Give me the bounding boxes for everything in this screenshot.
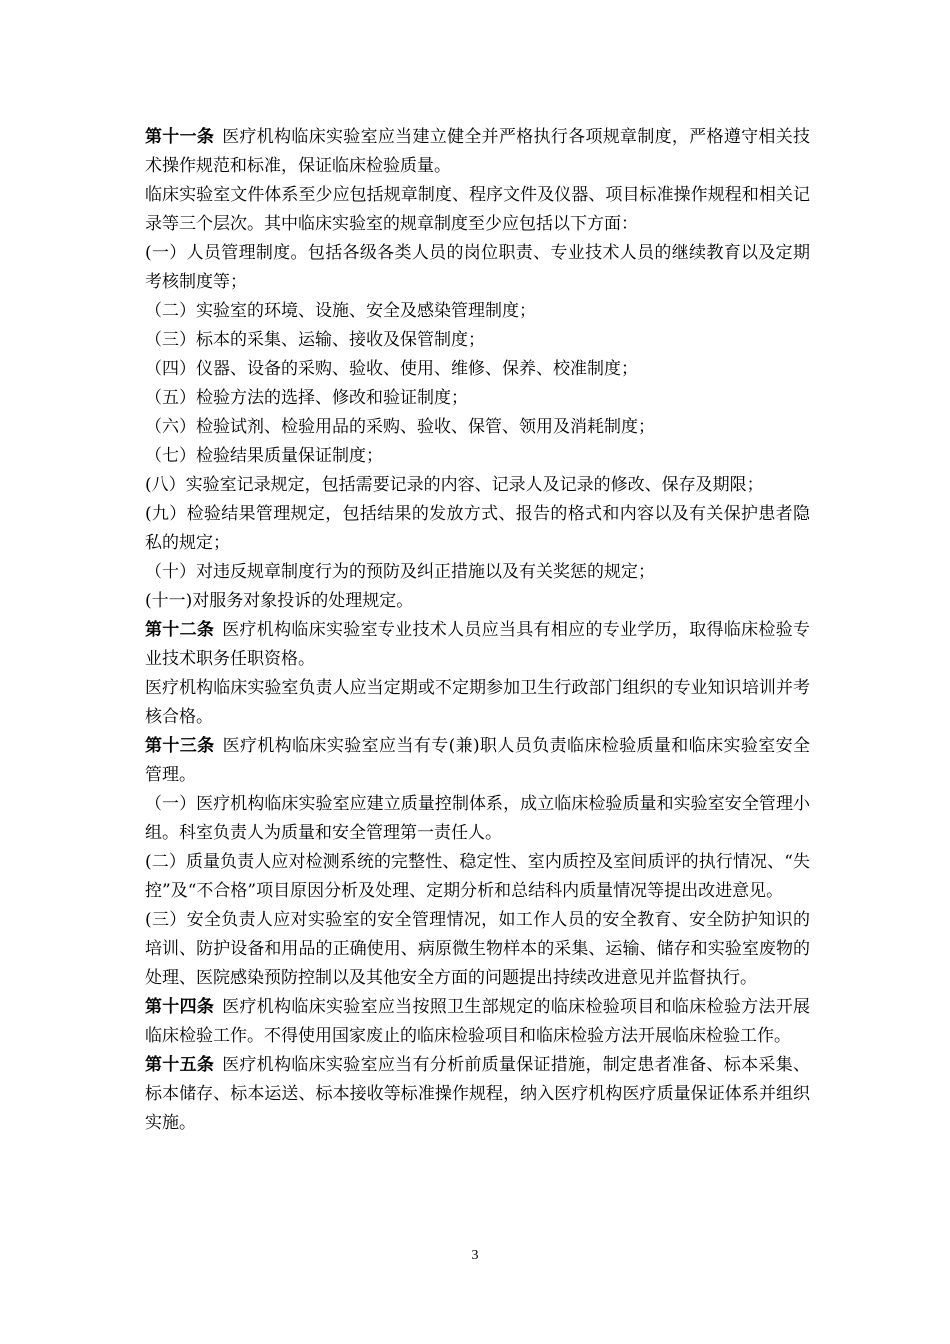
paragraph bbox=[145, 587, 810, 616]
article-heading: 第十五条 bbox=[145, 1055, 215, 1075]
paragraph bbox=[145, 848, 810, 906]
paragraph-text: （四）仪器、设备的采购、验收、使用、维修、保养、校准制度； bbox=[145, 359, 638, 379]
paragraph-text: （二）实验室的环境、设施、安全及感染管理制度； bbox=[145, 301, 536, 321]
paragraph bbox=[145, 355, 810, 384]
paragraph bbox=[145, 558, 810, 587]
paragraph-text: （五）检验方法的选择、修改和验证制度； bbox=[145, 388, 468, 408]
paragraph-text: (十一)对服务对象投诉的处理规定。 bbox=[145, 591, 414, 611]
paragraph-text: （七）检验结果质量保证制度； bbox=[145, 446, 383, 466]
document-body bbox=[145, 123, 810, 1138]
paragraph bbox=[145, 123, 810, 181]
paragraph-text: 临床实验室文件体系至少应包括规章制度、程序文件及仪器、项目标准操作规程和相关记录等三个层次。其中临床实验室的规章制度至少应包括以下方面： bbox=[145, 185, 810, 234]
paragraph-text: (一）人员管理制度。包括各级各类人员的岗位职责、专业技术人员的继续教育以及定期考核制度等； bbox=[145, 243, 810, 292]
paragraph-text: （一）医疗机构临床实验室应建立质量控制体系，成立临床检验质量和实验室安全管理小组。科室负责人为质量和安全管理第一责任人。 bbox=[145, 794, 810, 843]
paragraph bbox=[145, 471, 810, 500]
paragraph-text: （十）对违反规章制度行为的预防及纠正措施以及有关奖惩的规定； bbox=[145, 562, 655, 582]
paragraph-text: （三）标本的采集、运输、接收及保管制度； bbox=[145, 330, 485, 350]
paragraph bbox=[145, 1051, 810, 1138]
paragraph bbox=[145, 239, 810, 297]
paragraph-text: 医疗机构临床实验室专业技术人员应当具有相应的专业学历，取得临床检验专业技术职务任职资格。 bbox=[145, 620, 811, 669]
paragraph bbox=[145, 993, 810, 1051]
paragraph-text: 医疗机构临床实验室应当按照卫生部规定的临床检验项目和临床检验方法开展临床检验工作。不得使用国家废止的临床检验项目和临床检验方法开展临床检验工作。 bbox=[145, 997, 811, 1046]
paragraph bbox=[145, 790, 810, 848]
paragraph-text: (八）实验室记录规定，包括需要记录的内容、记录人及记录的修改、保存及期限； bbox=[145, 475, 764, 495]
article-heading: 第十四条 bbox=[145, 997, 215, 1017]
page-number: 3 bbox=[471, 1248, 479, 1263]
paragraph-text: （六）检验试剂、检验用品的采购、验收、保管、领用及消耗制度； bbox=[145, 417, 655, 437]
paragraph bbox=[145, 297, 810, 326]
paragraph bbox=[145, 413, 810, 442]
paragraph-text: 医疗机构临床实验室负责人应当定期或不定期参加卫生行政部门组织的专业知识培训并考核合格。 bbox=[145, 678, 810, 727]
paragraph bbox=[145, 732, 810, 790]
article-heading: 第十三条 bbox=[145, 736, 215, 756]
article-heading: 第十二条 bbox=[145, 620, 215, 640]
paragraph-text: (二）质量负责人应对检测系统的完整性、稳定性、室内质控及室间质评的执行情况、“失控”及“不合格”项目原因分析及处理、定期分析和总结科内质量情况等提出改进意见。 bbox=[145, 852, 810, 901]
article-heading: 第十一条 bbox=[145, 127, 215, 147]
paragraph bbox=[145, 442, 810, 471]
paragraph-text: (九）检验结果管理规定，包括结果的发放方式、报告的格式和内容以及有关保护患者隐私的规定； bbox=[145, 504, 810, 553]
paragraph-text: 医疗机构临床实验室应当有分析前质量保证措施，制定患者准备、标本采集、标本储存、标本运送、标本接收等标准操作规程，纳入医疗机构医疗质量保证体系并组织实施。 bbox=[145, 1055, 811, 1133]
paragraph bbox=[145, 181, 810, 239]
paragraph bbox=[145, 500, 810, 558]
paragraph bbox=[145, 616, 810, 674]
paragraph-text: (三）安全负责人应对实验室的安全管理情况，如工作人员的安全教育、安全防护知识的培训、防护设备和用品的正确使用、病原微生物样本的采集、运输、储存和实验室废物的处理、医院感染预防控制以及其他安全方面的问题提出持续改进意见并监督执行。 bbox=[145, 910, 810, 988]
paragraph bbox=[145, 384, 810, 413]
paragraph bbox=[145, 906, 810, 993]
paragraph bbox=[145, 326, 810, 355]
paragraph bbox=[145, 674, 810, 732]
paragraph-text: 医疗机构临床实验室应当建立健全并严格执行各项规章制度，严格遵守相关技术操作规范和标准，保证临床检验质量。 bbox=[145, 127, 811, 176]
paragraph-text: 医疗机构临床实验室应当有专(兼)职人员负责临床检验质量和临床实验室安全管理。 bbox=[145, 736, 811, 785]
